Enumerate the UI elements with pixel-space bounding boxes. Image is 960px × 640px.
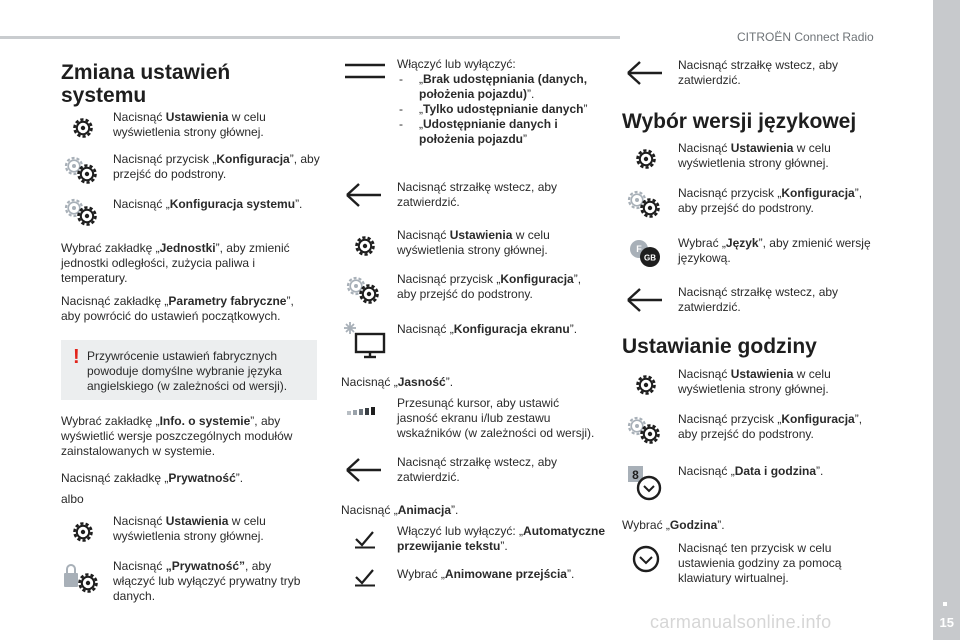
privacy-lock-icon bbox=[61, 559, 105, 599]
step-privacy: Nacisnąć „Prywatność”, aby włączyć lub wyłączyć prywatny tryb danych. bbox=[61, 559, 313, 604]
paragraph-system-info: Wybrać zakładkę „Info. o systemie”, aby wyświetlić wersje poszczególnych modułów zainstalowanych w systemie. bbox=[61, 414, 293, 458]
section-title-language: Wybór wersji językowej bbox=[622, 110, 857, 133]
step-back-confirm-3: Nacisnąć strzałkę wstecz, aby zatwierdzić. bbox=[622, 58, 868, 88]
step-language: F GB Wybrać „Język”, aby zmienić wersję językową. bbox=[622, 236, 878, 270]
settings-gear-icon bbox=[61, 514, 105, 550]
step-configuration-3: Nacisnąć przycisk „Konfiguracja”, aby przejść do podstrony. bbox=[622, 186, 878, 222]
configuration-gears-icon bbox=[622, 186, 670, 222]
step-virtual-keyboard: Nacisnąć ten przycisk w celu ustawienia godziny za pomocą klawiatury wirtualnej. bbox=[622, 541, 878, 586]
header-rule bbox=[0, 36, 620, 39]
step-screen-configuration: Nacisnąć „Konfiguracja ekranu”. bbox=[341, 320, 597, 360]
back-arrow-icon bbox=[341, 180, 389, 210]
step-settings-2: Nacisnąć Ustawienia w celu wyświetlenia strony głównej. bbox=[61, 514, 313, 550]
configuration-gears-icon bbox=[341, 272, 389, 308]
back-arrow-icon bbox=[622, 58, 670, 88]
step-data-sharing: Włączyć lub wyłączyć: - „Brak udostępniania (danych, położenia pojazdu)”. - „Tylko udostępnianie danych” - „Udostępnianie danych i położenia pojazdu” bbox=[341, 57, 602, 147]
paragraph-factory-settings: Nacisnąć zakładkę „Parametry fabryczne”, aby powrócić do ustawień początkowych. bbox=[61, 294, 294, 323]
step-back-confirm: Nacisnąć strzałkę wstecz, aby zatwierdzić. bbox=[341, 180, 587, 210]
paragraph-units: Wybrać zakładkę „Jednostki”, aby zmienić jednostki odległości, zużycia paliwa i temperatury. bbox=[61, 241, 290, 285]
paragraph-privacy: Nacisnąć zakładkę „Prywatność”. bbox=[61, 471, 244, 485]
lang-f-label: F bbox=[636, 244, 642, 254]
step-system-configuration: Nacisnąć „Konfiguracja systemu”. bbox=[61, 194, 323, 230]
step-settings: Nacisnąć Ustawienia w celu wyświetlenia strony głównej. bbox=[61, 110, 313, 146]
paragraph-hour: Wybrać „Godzina”. bbox=[622, 518, 725, 532]
step-animated-transitions: Wybrać „Animowane przejścia”. bbox=[341, 565, 607, 589]
step-brightness-slider: Przesunąć kursor, aby ustawić jasność ekranu i/lub zestawu wskaźników (w zależności od wersji). bbox=[341, 396, 602, 441]
screen-config-icon bbox=[341, 320, 389, 360]
back-arrow-icon bbox=[341, 455, 389, 485]
checkbox-checked-icon bbox=[341, 524, 389, 554]
step-configuration-4: Nacisnąć przycisk „Konfiguracja”, aby przejść do podstrony. bbox=[622, 412, 878, 448]
option-data-and-position: - „Udostępnianie danych i położenia pojazdu” bbox=[397, 117, 602, 147]
step-auto-scroll: Włączyć lub wyłączyć: „Automatyczne przewijanie tekstu”. bbox=[341, 524, 607, 554]
step-configuration-2: Nacisnąć przycisk „Konfiguracja”, aby przejść do podstrony. bbox=[341, 272, 597, 308]
warning-note: ! Przywrócenie ustawień fabrycznych powoduje domyślne wybranie języka angielskiego (w zależności od wersji). bbox=[61, 340, 317, 400]
option-data-only: - „Tylko udostępnianie danych” bbox=[397, 102, 602, 117]
settings-gear-icon bbox=[341, 228, 389, 264]
header-title: CITROËN Connect Radio bbox=[737, 30, 874, 44]
step-settings-3: Nacisnąć Ustawienia w celu wyświetlenia strony głównej. bbox=[341, 228, 587, 264]
settings-gear-icon bbox=[61, 110, 105, 146]
calendar-day-label: 8 bbox=[632, 468, 639, 482]
section-title-system-settings: Zmiana ustawień systemu bbox=[61, 61, 231, 107]
page-number: 15 bbox=[939, 615, 954, 630]
step-back-confirm-4: Nacisnąć strzałkę wstecz, aby zatwierdzić. bbox=[622, 285, 868, 315]
brightness-slider-icon bbox=[341, 396, 389, 426]
back-arrow-icon bbox=[622, 285, 670, 315]
watermark: carmanualsonline.info bbox=[650, 612, 832, 632]
configuration-gears-icon bbox=[61, 194, 105, 230]
dropdown-circle-icon bbox=[622, 541, 670, 577]
date-time-icon bbox=[622, 462, 670, 502]
step-back-confirm-2: Nacisnąć strzałkę wstecz, aby zatwierdzić. bbox=[341, 455, 587, 485]
page-edge-strip bbox=[933, 0, 960, 640]
lang-gb-label: GB bbox=[644, 253, 656, 263]
section-title-time: Ustawianie godziny bbox=[622, 335, 817, 358]
option-no-sharing: - „Brak udostępniania (danych, położenia pojazdu)”. bbox=[397, 72, 602, 102]
warning-icon: ! bbox=[73, 346, 80, 368]
page-marker bbox=[943, 602, 947, 606]
settings-gear-icon bbox=[622, 141, 670, 177]
or-label: albo bbox=[61, 492, 84, 506]
step-settings-5: Nacisnąć Ustawienia w celu wyświetlenia strony głównej. bbox=[622, 367, 868, 403]
checkbox-checked-icon bbox=[341, 565, 389, 589]
step-settings-4: Nacisnąć Ustawienia w celu wyświetlenia strony głównej. bbox=[622, 141, 868, 177]
configuration-gears-icon bbox=[622, 412, 670, 448]
paragraph-animation: Nacisnąć „Animacja”. bbox=[341, 503, 459, 517]
step-configuration: Nacisnąć przycisk „Konfiguracja”, aby przejść do podstrony. bbox=[61, 152, 323, 188]
paragraph-brightness: Nacisnąć „Jasność”. bbox=[341, 375, 454, 389]
language-flag-icon bbox=[622, 236, 670, 270]
toggle-bar-icon bbox=[341, 57, 389, 87]
configuration-gears-icon bbox=[61, 152, 105, 188]
step-date-time: 8 Nacisnąć „Data i godzina”. bbox=[622, 462, 868, 502]
settings-gear-icon bbox=[622, 367, 670, 403]
